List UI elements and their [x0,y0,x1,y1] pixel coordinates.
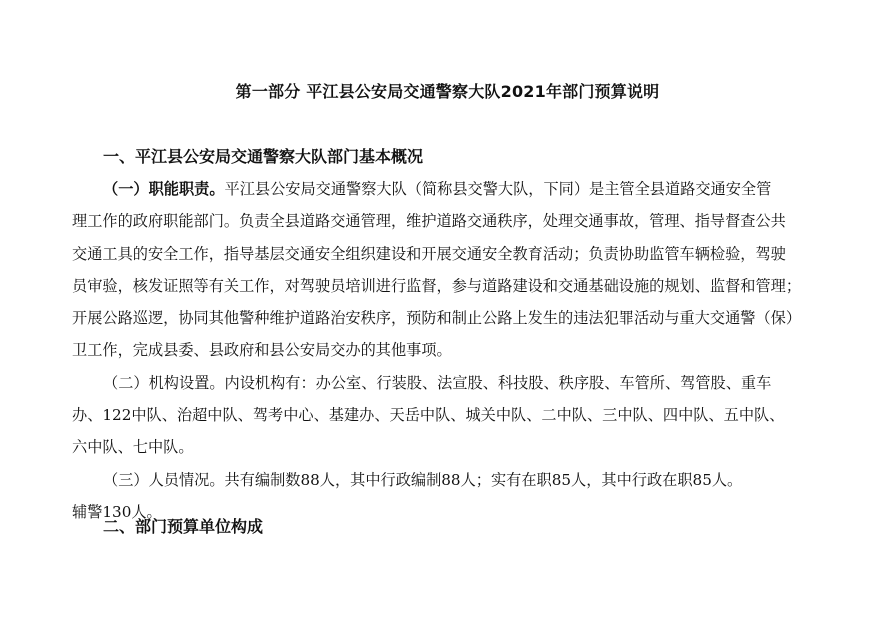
paragraph-duties-line-2: 理工作的政府职能部门。负责全县道路交通管理，维护道路交通秩序，处理交通事故，管理、指导督查公共 [72,212,786,231]
section-heading-units: 二、部门预算单位构成 [103,517,264,536]
paragraph-staff-line-1: （三）人员情况。共有编制数88人，其中行政编制88人；实有在职85人，其中行政在职85人。 [103,470,743,489]
document-title: 第一部分 平江县公安局交通警察大队2021年部门预算说明 [235,82,660,101]
duties-line-text: 平江县公安局交通警察大队（简称县交警大队，下同）是主管全县道路交通安全管 [224,180,772,198]
duties-lead: （一）职能职责。 [103,180,225,198]
paragraph-organization-line-1: （二）机构设置。内设机构有：办公室、行装股、法宣股、科技股、秩序股、车管所、驾管股、重车 [103,373,772,392]
paragraph-organization-line-2: 办、122中队、治超中队、驾考中心、基建办、天岳中队、城关中队、二中队、三中队、四中队、五中队、 [72,406,785,425]
section-body-overview [72,173,832,528]
paragraph-duties-line-6: 卫工作，完成县委、县政府和县公安局交办的其他事项。 [72,341,452,360]
paragraph-duties-line-5: 开展公路巡逻，协同其他警种维护道路治安秩序，预防和制止公路上发生的违法犯罪活动与重大交通警（保） [72,309,801,328]
section-heading-overview: 一、平江县公安局交通警察大队部门基本概况 [103,147,424,166]
paragraph-staff-line-2: 辅警130人。 [72,502,162,521]
paragraph-duties-line-4: 员审验，核发证照等有关工作，对驾驶员培训进行监督，参与道路建设和交通基础设施的规划、监督和管理； [72,276,801,295]
paragraph-duties-line-1 [72,173,832,205]
paragraph-duties-line-3: 交通工具的安全工作，指导基层交通安全组织建设和开展交通安全教育活动；负责协助监管车辆检验，驾驶 [72,244,786,263]
paragraph-organization-line-3: 六中队、七中队。 [72,438,194,457]
